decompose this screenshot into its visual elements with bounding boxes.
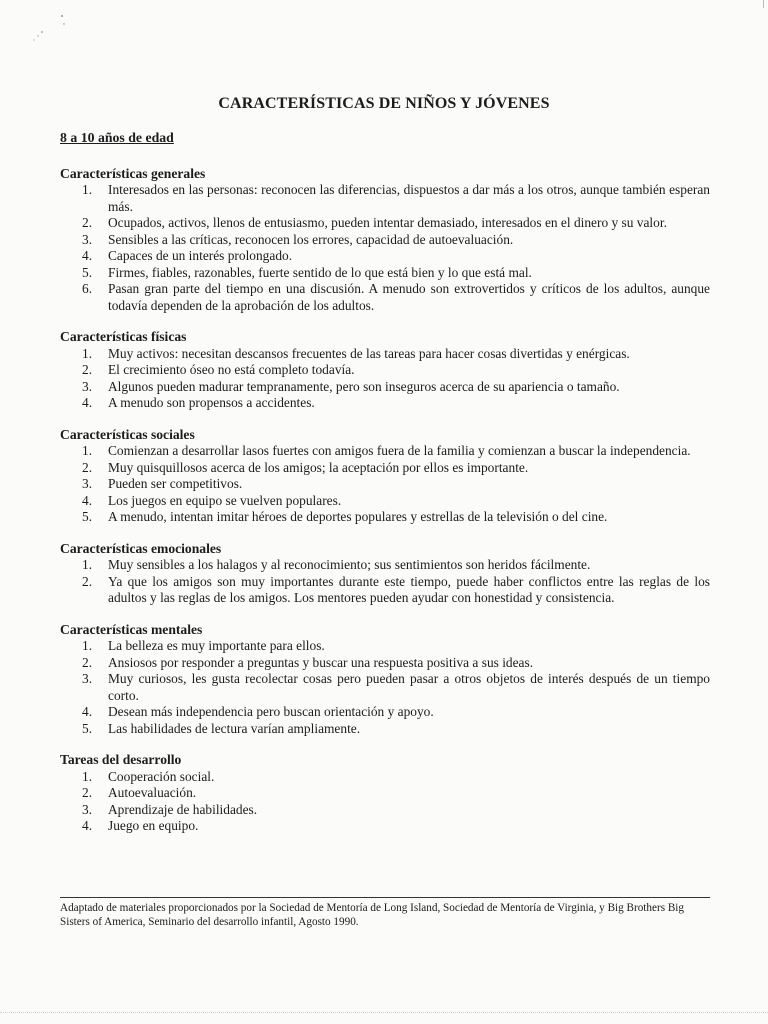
item-text: Los juegos en equipo se vuelven populares. bbox=[108, 492, 342, 508]
list-item bbox=[60, 785, 710, 802]
item-text: Aprendizaje de habilidades. bbox=[108, 801, 258, 817]
item-number: 3. bbox=[82, 378, 93, 394]
item-list bbox=[60, 443, 710, 526]
scan-bottom-edge bbox=[0, 1012, 768, 1014]
list-item bbox=[60, 215, 710, 232]
item-number: 5. bbox=[82, 720, 93, 736]
scan-edge-mark bbox=[763, 0, 764, 8]
list-item bbox=[60, 248, 710, 265]
item-number: 2. bbox=[82, 215, 93, 230]
list-item bbox=[60, 281, 710, 314]
item-text: Ocupados, activos, llenos de entusiasmo, pueden intentar demasiado, interesados en el dinero y su valor. bbox=[108, 215, 667, 230]
section-generales bbox=[60, 166, 710, 315]
item-text: Interesados en las personas: reconocen las diferencias, dispuestos a dar más a los otros, aunque también esperan más. bbox=[108, 182, 710, 214]
item-number: 1. bbox=[82, 345, 93, 361]
item-number: 5. bbox=[82, 509, 93, 524]
item-text: La belleza es muy importante para ellos. bbox=[108, 638, 325, 653]
list-item bbox=[60, 395, 710, 412]
item-list bbox=[60, 769, 710, 835]
list-item bbox=[60, 476, 710, 493]
list-item bbox=[60, 818, 710, 835]
item-number: 2. bbox=[82, 362, 93, 377]
list-item bbox=[60, 346, 710, 363]
list-item bbox=[60, 443, 710, 460]
item-text: Algunos pueden madurar tempranamente, pero son inseguros acerca de su apariencia o tamaño. bbox=[108, 378, 620, 394]
item-text: Autoevaluación. bbox=[108, 785, 197, 800]
item-number: 3. bbox=[82, 671, 93, 686]
section-tareas bbox=[60, 752, 710, 835]
item-list bbox=[60, 346, 710, 412]
list-item bbox=[60, 557, 710, 574]
list-item bbox=[60, 362, 710, 379]
item-text: Muy curiosos, les gusta recolectar cosas pero pueden pasar a otros objetos de interés después de un tiempo corto. bbox=[108, 671, 710, 703]
item-number: 4. bbox=[82, 395, 93, 410]
item-number: 1. bbox=[82, 768, 93, 784]
item-list bbox=[60, 182, 710, 314]
section-title: Características sociales bbox=[60, 426, 195, 442]
item-text: Ansiosos por responder a preguntas y buscar una respuesta positiva a sus ideas. bbox=[108, 654, 534, 670]
item-number: 4. bbox=[82, 704, 93, 719]
item-text: Sensibles a las críticas, reconocen los errores, capacidad de autoevaluación. bbox=[108, 231, 514, 247]
item-list bbox=[60, 638, 710, 737]
item-text: Pueden ser competitivos. bbox=[108, 476, 243, 491]
item-number: 4. bbox=[82, 492, 93, 508]
list-item bbox=[60, 574, 710, 607]
age-heading: 8 a 10 años de edad bbox=[60, 130, 174, 145]
list-item bbox=[60, 704, 710, 721]
item-number: 1. bbox=[82, 443, 93, 458]
list-item bbox=[60, 655, 710, 672]
list-item bbox=[60, 721, 710, 738]
list-item bbox=[60, 638, 710, 655]
item-number: 2. bbox=[82, 785, 93, 800]
list-item bbox=[60, 265, 710, 282]
list-item bbox=[60, 460, 710, 477]
item-list bbox=[60, 557, 710, 607]
section-sociales bbox=[60, 427, 710, 526]
list-item bbox=[60, 379, 710, 396]
item-number: 2. bbox=[82, 459, 93, 475]
section-fisicas bbox=[60, 329, 710, 412]
item-text: Muy activos: necesitan descansos frecuentes de las tareas para hacer cosas divertidas y enérgicas. bbox=[108, 345, 630, 361]
item-number: 1. bbox=[82, 557, 93, 572]
item-text: Juego en equipo. bbox=[108, 818, 199, 833]
item-number: 3. bbox=[82, 801, 93, 817]
item-text: Cooperación social. bbox=[108, 768, 215, 784]
section-emocionales bbox=[60, 541, 710, 607]
item-text: A menudo, intentan imitar héroes de deportes populares y estrellas de la televisión o del cine. bbox=[108, 509, 608, 524]
list-item bbox=[60, 493, 710, 510]
item-text: Desean más independencia pero buscan orientación y apoyo. bbox=[108, 704, 434, 719]
item-number: 1. bbox=[82, 638, 93, 653]
item-text: A menudo son propensos a accidentes. bbox=[108, 395, 315, 410]
item-text: Muy sensibles a los halagos y al reconocimiento; sus sentimientos son heridos fácilmente. bbox=[108, 557, 591, 572]
item-number: 3. bbox=[82, 231, 93, 247]
item-number: 2. bbox=[82, 654, 93, 670]
item-text: Pasan gran parte del tiempo en una discusión. A menudo son extrovertidos y críticos de los adultos, aunque todavía dependen de la aprobación de los adultos. bbox=[108, 281, 710, 313]
item-number: 2. bbox=[82, 573, 93, 589]
section-title: Características físicas bbox=[60, 329, 187, 344]
item-text: Comienzan a desarrollar lasos fuertes con amigos fuera de la familia y comienzan a buscar la independencia. bbox=[108, 443, 691, 458]
document-title: CARACTERÍSTICAS DE NIÑOS Y JÓVENES bbox=[218, 95, 550, 112]
footnote: Adaptado de materiales proporcionados por la Sociedad de Mentoría de Long Island, Sociedad de Mentoría de Virginia, y Big Brothers Big Sisters of America, Seminario del desarrollo infantil, Agosto 1990. bbox=[60, 897, 710, 929]
item-number: 5. bbox=[82, 264, 93, 280]
item-text: Ya que los amigos son muy importantes durante este tiempo, puede haber conflictos entre las reglas de los adultos y las reglas de los amigos. Los mentores pueden ayudar con honestidad y consistencia. bbox=[108, 573, 710, 605]
list-item bbox=[60, 232, 710, 249]
section-title: Características generales bbox=[60, 165, 206, 181]
item-text: Capaces de un interés prolongado. bbox=[108, 248, 293, 263]
item-number: 6. bbox=[82, 281, 93, 296]
item-text: Firmes, fiables, razonables, fuerte sentido de lo que está bien y lo que está mal. bbox=[108, 264, 532, 280]
list-item bbox=[60, 509, 710, 526]
item-text: El crecimiento óseo no está completo todavía. bbox=[108, 362, 355, 377]
item-number: 4. bbox=[82, 248, 93, 263]
list-item bbox=[60, 769, 710, 786]
list-item bbox=[60, 802, 710, 819]
item-text: Las habilidades de lectura varían ampliamente. bbox=[108, 720, 361, 736]
item-number: 4. bbox=[82, 818, 93, 833]
item-number: 1. bbox=[82, 182, 93, 197]
section-title: Tareas del desarrollo bbox=[60, 752, 182, 767]
document-body bbox=[60, 130, 710, 850]
section-title: Características emocionales bbox=[60, 540, 222, 556]
scan-specks bbox=[30, 10, 70, 44]
item-text: Muy quisquillosos acerca de los amigos; la aceptación por ellos es importante. bbox=[108, 459, 529, 475]
item-number: 3. bbox=[82, 476, 93, 491]
list-item bbox=[60, 671, 710, 704]
section-mentales bbox=[60, 622, 710, 738]
section-title: Características mentales bbox=[60, 621, 203, 637]
list-item bbox=[60, 182, 710, 215]
